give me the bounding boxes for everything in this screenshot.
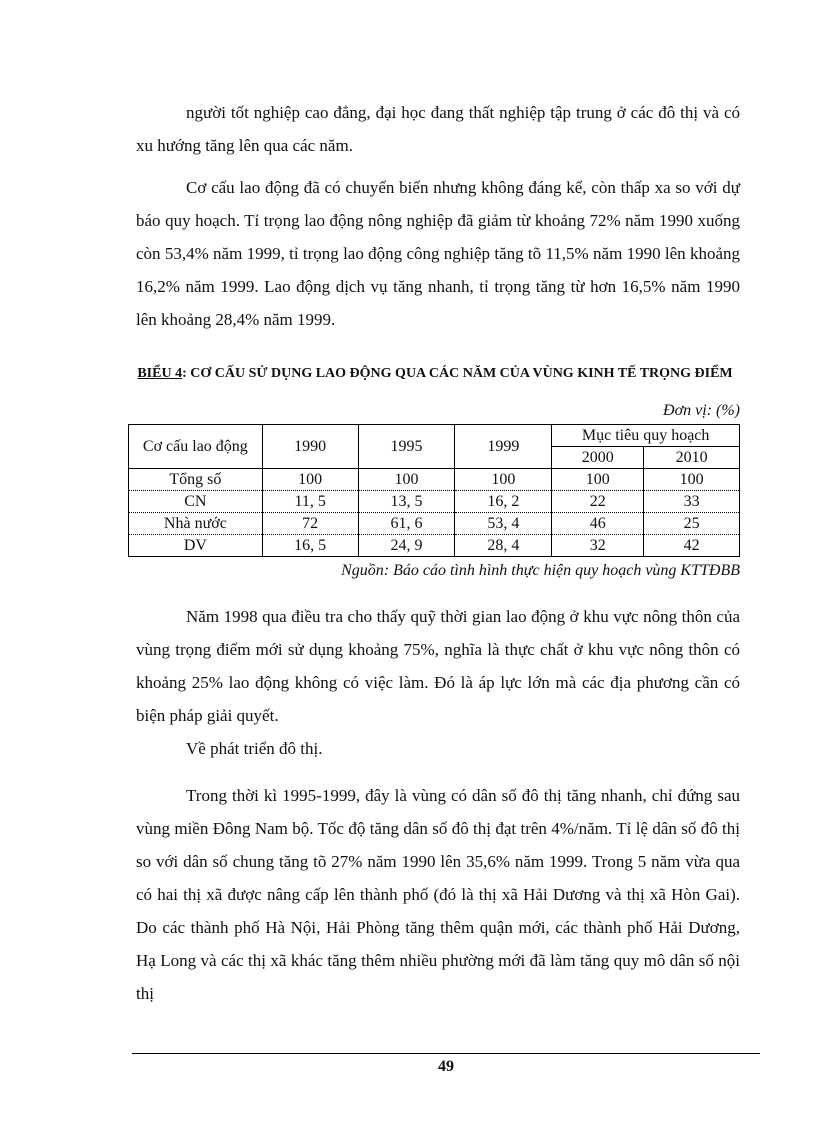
cell: 100 [262,469,358,491]
header-1999: 1999 [455,425,552,469]
cell: 32 [552,535,644,557]
cell: 53, 4 [455,513,552,535]
table-header-row [129,425,740,447]
table-unit: Đơn vị: (%) [663,402,740,419]
table-row [129,469,740,491]
paragraph-2: Cơ cấu lao động đã có chuyển biến nhưng không đáng kể, còn thấp xa so với dự báo quy hoạch. Tỉ trọng lao động nông nghiệp đã giảm từ khoảng 72% năm 1990 xuống còn 53,4% năm 1999, tỉ trọng lao động công nghiệp tăng tõ 11,5% năm 1990 lên khoảng 16,2% năm 1999. Lao động dịch vụ tăng nhanh, tỉ trọng tăng từ hơn 16,5% năm 1990 lên khoảng 28,4% năm 1999. [136,178,740,329]
paragraph-5: Trong thời kì 1995-1999, đây là vùng có dân số đô thị tăng nhanh, chỉ đứng sau vùng miền Đông Nam bộ. Tốc độ tăng dân số đô thị đạt trên 4%/năm. Tỉ lệ dân số đô thị so với dân số chung tăng tõ 27% năm 1990 lên 35,6% năm 1999. Trong 5 năm vừa qua có hai thị xã được nâng cấp lên thành phố (đó là thị xã Hải Dương và thị xã Hòn Gai). Do các thành phố Hà Nội, Hải Phòng tăng thêm quận mới, các thành phố Hải Dương, Hạ Long và các thị xã khác tăng thêm nhiều phường mới đã làm tăng quy mô dân số nội thị [136,786,740,1003]
row-label: CN [129,491,263,513]
cell: 100 [552,469,644,491]
cell: 100 [455,469,552,491]
cell: 33 [644,491,740,513]
header-2000: 2000 [552,447,644,469]
labor-structure-table [128,424,740,557]
cell: 61, 6 [358,513,455,535]
row-label: Tổng số [129,469,263,491]
table-row [129,491,740,513]
cell: 25 [644,513,740,535]
cell: 100 [644,469,740,491]
cell: 46 [552,513,644,535]
table-caption [130,366,740,381]
page-number: 49 [438,1058,454,1075]
cell: 24, 9 [358,535,455,557]
table-row [129,535,740,557]
header-target: Mục tiêu quy hoạch [552,425,740,447]
header-1990: 1990 [262,425,358,469]
row-label: Nhà nước [129,513,263,535]
table-row [129,513,740,535]
cell: 22 [552,491,644,513]
cell: 72 [262,513,358,535]
row-label: DV [129,535,263,557]
header-structure: Cơ cấu lao động [129,425,263,469]
cell: 13, 5 [358,491,455,513]
paragraph-1: người tốt nghiệp cao đẳng, đại học đang thất nghiệp tập trung ở các đô thị và có xu hướng tăng lên qua các năm. [136,103,740,155]
paragraph-3: Năm 1998 qua điều tra cho thấy quỹ thời gian lao động ở khu vực nông thôn của vùng trọng điểm mới sử dụng khoảng 75%, nghĩa là thực chất ở khu vực nông thôn có khoảng 25% lao động không có việc làm. Đó là áp lực lớn mà các địa phương cần có biện pháp giải quyết. [136,607,740,725]
cell: 100 [358,469,455,491]
cell: 11, 5 [262,491,358,513]
header-2010: 2010 [644,447,740,469]
table-caption-text: : CƠ CẤU SỬ DỤNG LAO ĐỘNG QUA CÁC NĂM CỦA VÙNG KINH TẾ TRỌNG ĐIỂM [182,366,733,381]
table-source: Nguồn: Báo cáo tình hình thực hiện quy hoạch vùng KTTĐBB [341,562,740,579]
table-caption-label: BIỂU 4 [137,366,183,381]
cell: 16, 2 [455,491,552,513]
cell: 28, 4 [455,535,552,557]
footer-divider [132,1053,760,1054]
cell: 16, 5 [262,535,358,557]
paragraph-4: Về phát triển đô thị. [186,739,323,758]
header-1995: 1995 [358,425,455,469]
cell: 42 [644,535,740,557]
